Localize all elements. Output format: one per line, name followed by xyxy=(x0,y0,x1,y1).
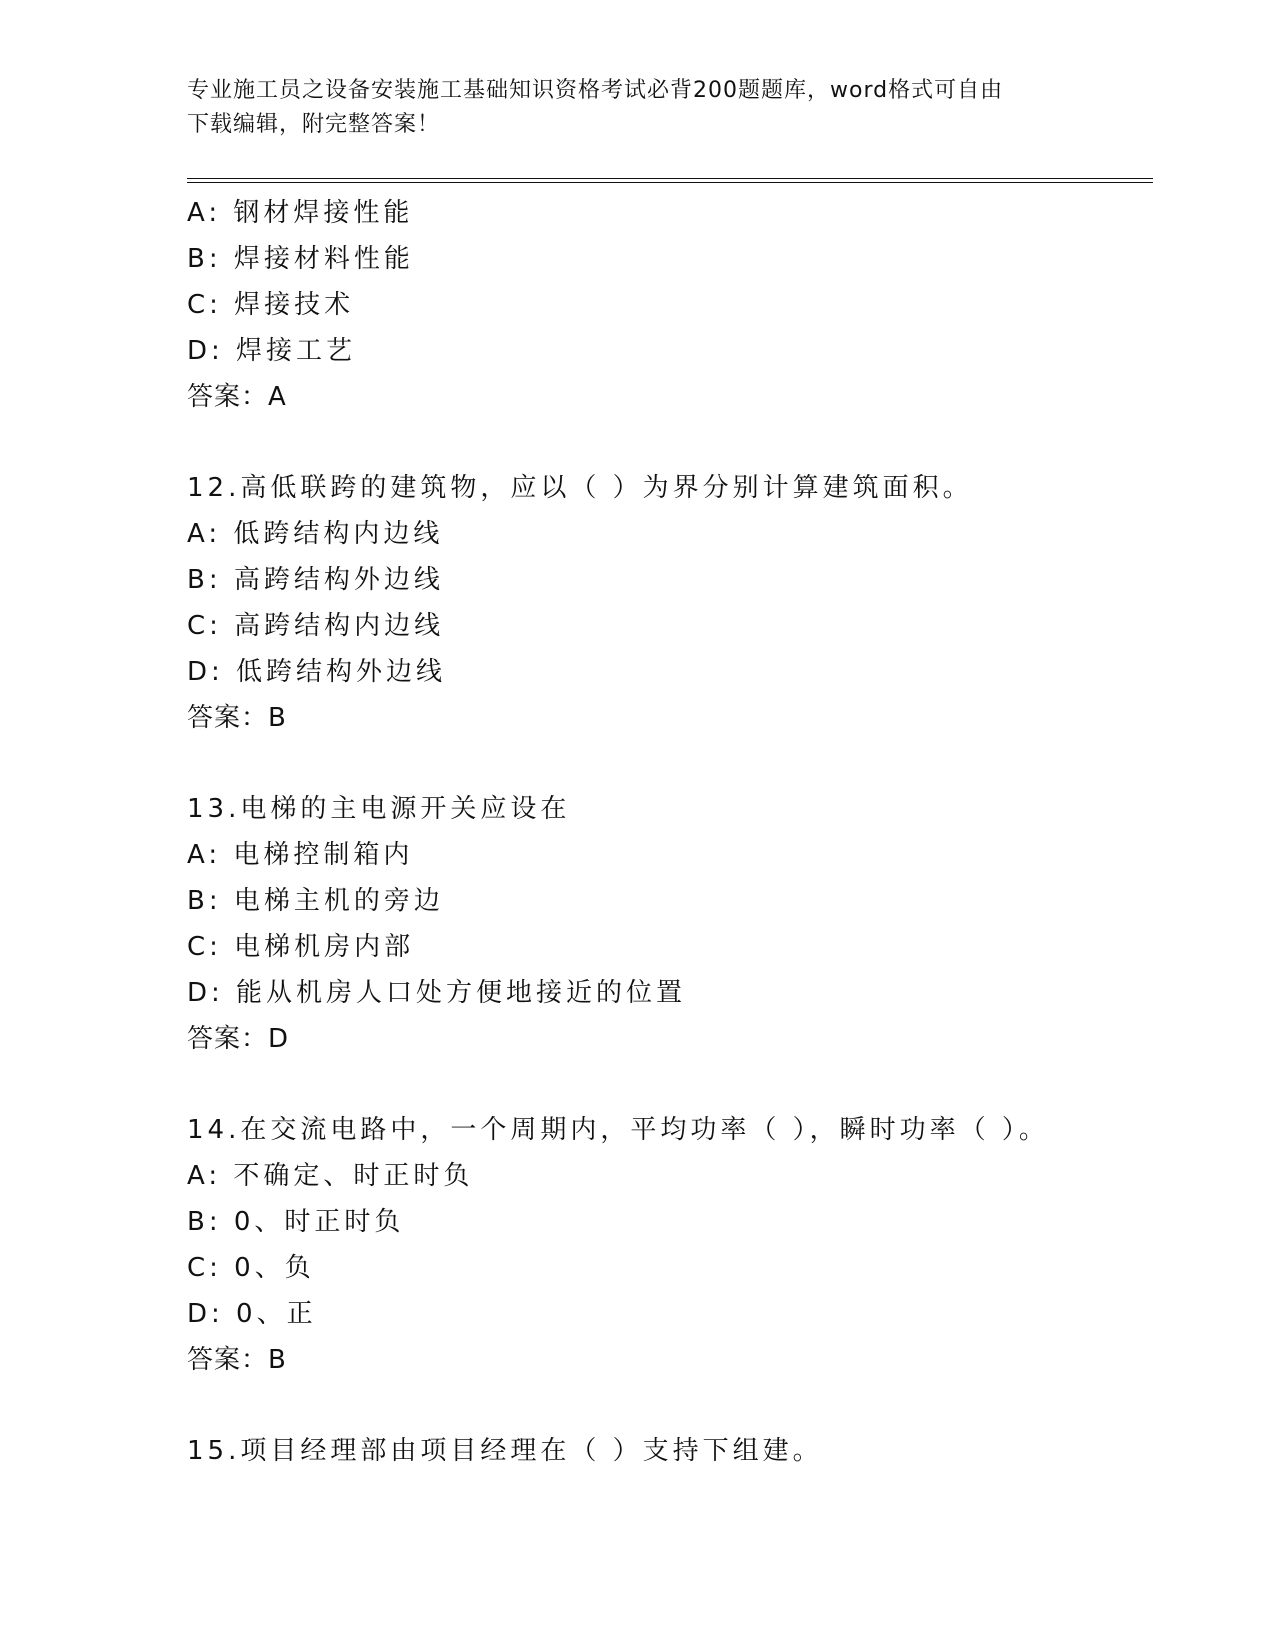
spacer xyxy=(187,1062,1147,1107)
option-b: B: 焊接材料性能 xyxy=(187,244,414,274)
option-a: A: 电梯控制箱内 xyxy=(187,840,414,870)
option-a: A: 低跨结构内边线 xyxy=(187,519,444,549)
option-a: A: 不确定、时正时负 xyxy=(187,1161,474,1191)
question-13 xyxy=(187,786,1147,1062)
header-divider xyxy=(187,178,1153,183)
question-text: 14.在交流电路中，一个周期内，平均功率（ ），瞬时功率（ ）。 xyxy=(187,1115,1049,1145)
option-c: C: 焊接技术 xyxy=(187,290,355,320)
question-15 xyxy=(187,1428,1147,1474)
option-b: B: 0、时正时负 xyxy=(187,1207,405,1237)
option-d: D: 焊接工艺 xyxy=(187,336,357,366)
option-a: A: 钢材焊接性能 xyxy=(187,198,414,228)
question-text: 12.高低联跨的建筑物，应以（ ）为界分别计算建筑面积。 xyxy=(187,473,973,503)
option-c: C: 0、负 xyxy=(187,1253,315,1283)
question-text: 13.电梯的主电源开关应设在 xyxy=(187,794,571,824)
option-d: D: 能从机房人口处方便地接近的位置 xyxy=(187,978,687,1008)
question-text: 15.项目经理部由项目经理在（ ）支持下组建。 xyxy=(187,1436,823,1466)
header-line-2: 下载编辑，附完整答案！ xyxy=(187,112,441,137)
option-d: D: 低跨结构外边线 xyxy=(187,657,447,687)
document-header xyxy=(187,74,1067,142)
answer: 答案：D xyxy=(187,1024,290,1054)
spacer xyxy=(187,420,1147,465)
question-14 xyxy=(187,1107,1147,1383)
answer: 答案：B xyxy=(187,703,287,733)
header-line-1: 专业施工员之设备安装施工基础知识资格考试必背200题题库，word格式可自由 xyxy=(187,78,1004,103)
answer: 答案：A xyxy=(187,382,287,412)
option-d: D: 0、正 xyxy=(187,1299,317,1329)
spacer xyxy=(187,1383,1147,1428)
question-list xyxy=(187,190,1147,1474)
question-12 xyxy=(187,465,1147,741)
option-c: C: 电梯机房内部 xyxy=(187,932,415,962)
option-c: C: 高跨结构内边线 xyxy=(187,611,445,641)
question-11 xyxy=(187,190,1147,420)
spacer xyxy=(187,741,1147,786)
answer: 答案：B xyxy=(187,1345,287,1375)
option-b: B: 高跨结构外边线 xyxy=(187,565,444,595)
option-b: B: 电梯主机的旁边 xyxy=(187,886,444,916)
